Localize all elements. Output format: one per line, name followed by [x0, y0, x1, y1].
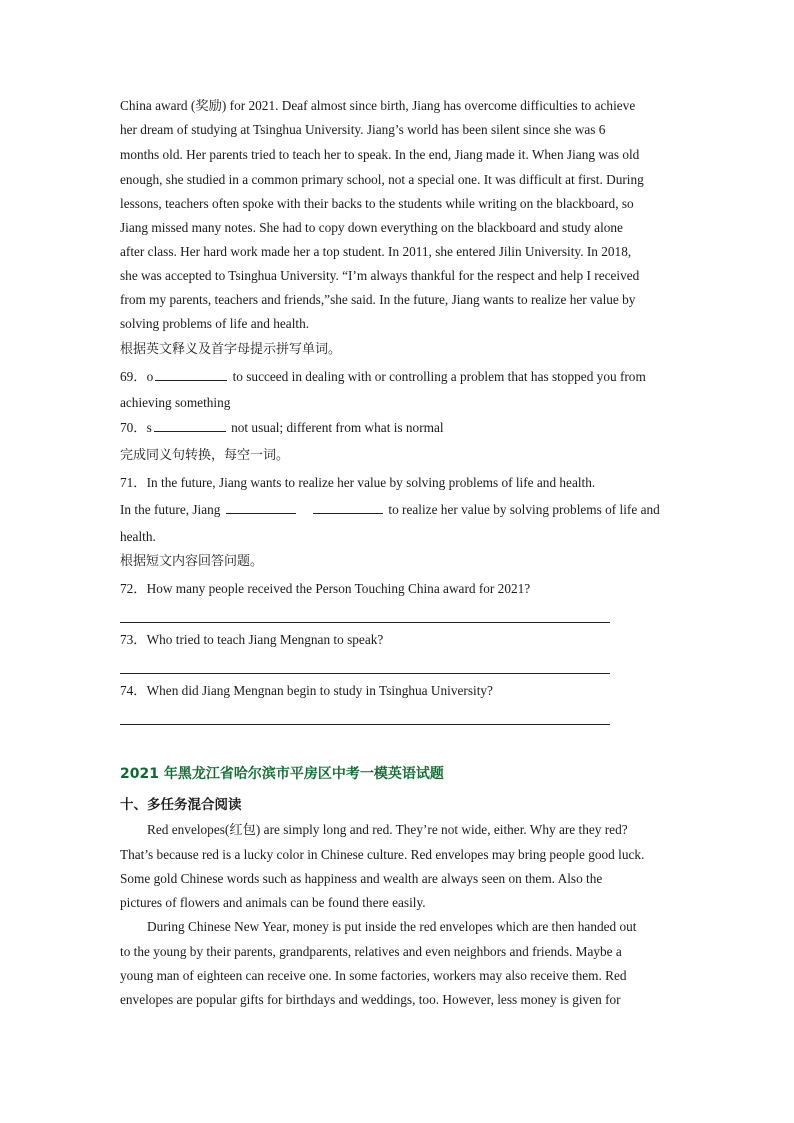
instruction-spelling: 根据英文释义及首字母提示拼写单词。	[120, 342, 342, 357]
answer-blank-69[interactable]	[155, 368, 227, 381]
question-70	[120, 419, 444, 437]
passage-line: after class. Her hard work made her a top student. In 2011, she entered Jilin University. In 2018,	[120, 244, 632, 259]
passage-line: China award (奖励) for 2021. Deaf almost since birth, Jiang has overcome difficulties to achieve	[120, 98, 636, 113]
question-71-rewrite	[120, 501, 660, 519]
answer-line-73[interactable]	[120, 673, 610, 674]
passage-line: Some gold Chinese words such as happiness and wealth are always seen on them. Also the	[120, 871, 603, 886]
passage-line: solving problems of life and health.	[120, 316, 310, 331]
passage-line: to the young by their parents, grandparents, relatives and even neighbors and friends. Maybe a	[120, 944, 622, 959]
passage-line: her dream of studying at Tsinghua University. Jiang’s world has been silent since she was 6	[120, 122, 606, 137]
question-71-suffix: to realize her value by solving problems of life and	[385, 502, 660, 517]
passage-line: That’s because red is a lucky color in Chinese culture. Red envelopes may bring people good luck.	[120, 847, 645, 862]
question-69-number: 69．o	[120, 369, 154, 384]
question-74: 74．When did Jiang Mengnan begin to study in Tsinghua University?	[120, 683, 493, 698]
passage-line: Jiang missed many notes. She had to copy down everything on the blackboard and study alone	[120, 220, 623, 235]
question-71: 71．In the future, Jiang wants to realize her value by solving problems of life and health.	[120, 475, 596, 490]
passage-line: young man of eighteen can receive one. In some factories, workers may also receive them. Red	[120, 968, 627, 983]
question-72: 72．How many people received the Person Touching China award for 2021?	[120, 581, 531, 596]
passage-line: months old. Her parents tried to teach her to speak. In the end, Jiang made it. When Jiang was old	[120, 147, 640, 162]
section-heading: 十、多任务混合阅读	[120, 797, 242, 813]
question-69-continuation: achieving something	[120, 395, 231, 410]
passage-line: Red envelopes(红包) are simply long and red. They’re not wide, either. Why are they red?	[147, 822, 628, 837]
passage-line: from my parents, teachers and friends,”she said. In the future, Jiang wants to realize her value by	[120, 292, 636, 307]
question-73: 73．Who tried to teach Jiang Mengnan to speak?	[120, 632, 384, 647]
answer-line-72[interactable]	[120, 622, 610, 623]
answer-blank-71b[interactable]	[313, 501, 383, 514]
question-70-text: not usual; different from what is normal	[227, 420, 444, 435]
answer-blank-71a[interactable]	[226, 501, 296, 514]
question-69-text: to succeed in dealing with or controlling a problem that has stopped you from	[229, 369, 646, 384]
instruction-answer: 根据短文内容回答问题。	[120, 554, 264, 569]
exam-heading: 2021 年黑龙江省哈尔滨市平房区中考一模英语试题	[120, 766, 444, 782]
passage-line: During Chinese New Year, money is put inside the red envelopes which are then handed out	[147, 919, 637, 934]
passage-line: enough, she studied in a common primary school, not a special one. It was difficult at first. During	[120, 172, 644, 187]
instruction-rewrite: 完成同义句转换，每空一词。	[120, 448, 290, 463]
passage-line: envelopes are popular gifts for birthdays and weddings, too. However, less money is given for	[120, 992, 621, 1007]
passage-line: pictures of flowers and animals can be found there easily.	[120, 895, 426, 910]
passage-line: lessons, teachers often spoke with their backs to the students while writing on the blackboard, so	[120, 196, 634, 211]
answer-blank-70[interactable]	[154, 419, 226, 432]
answer-line-74[interactable]	[120, 724, 610, 725]
question-69	[120, 368, 646, 386]
passage-line: she was accepted to Tsinghua University. “I’m always thankful for the respect and help I received	[120, 268, 640, 283]
question-71-prefix: In the future, Jiang	[120, 502, 221, 517]
question-71-continuation: health.	[120, 529, 156, 544]
question-70-number: 70．s	[120, 420, 152, 435]
